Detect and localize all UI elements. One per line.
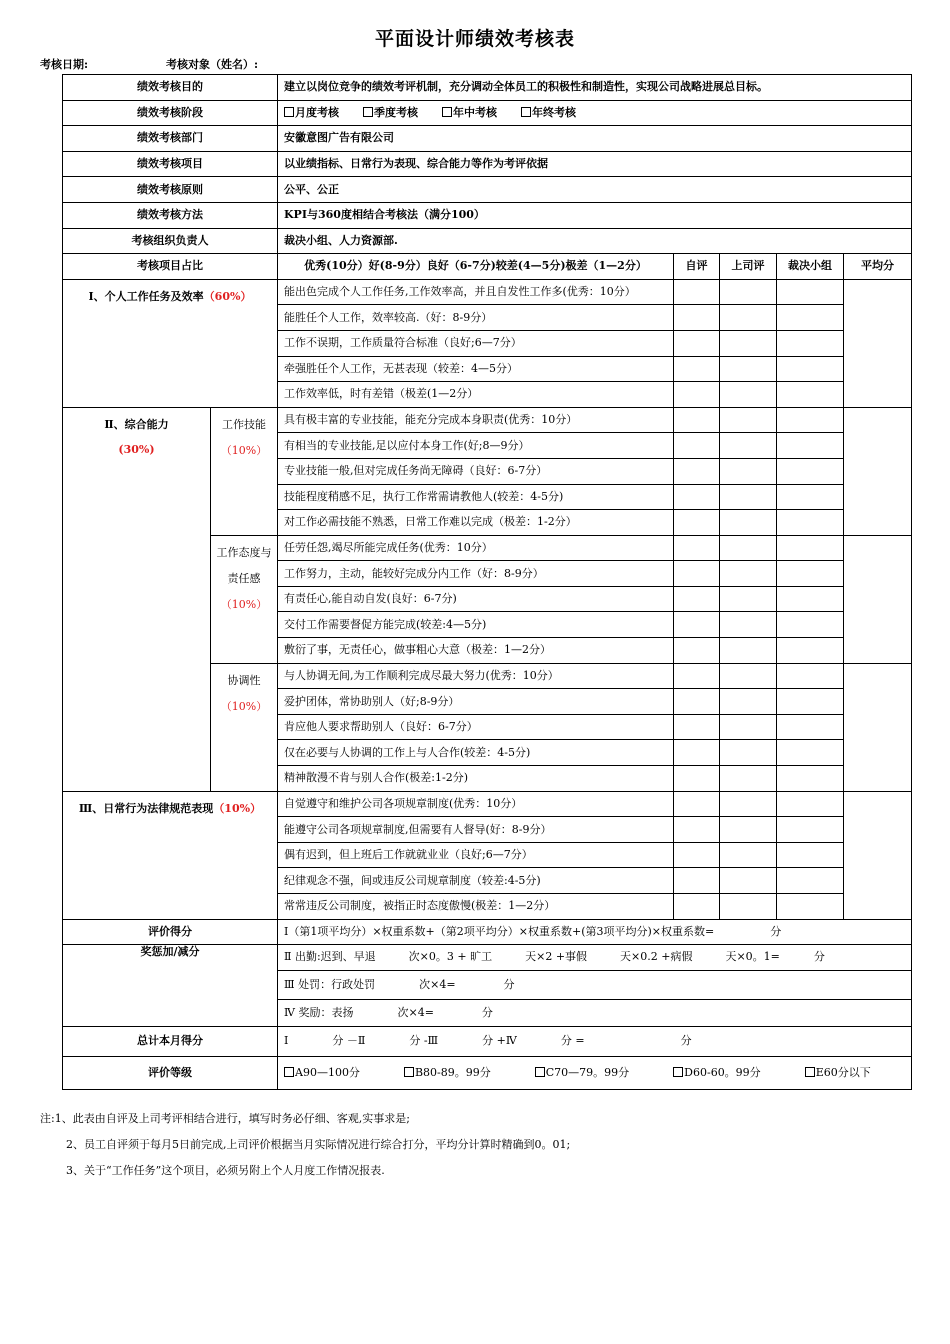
info-value: 以业绩指标、日常行为表现、综合能力等作为考评依据 bbox=[278, 151, 912, 177]
checkbox-icon[interactable] bbox=[535, 1067, 545, 1077]
criterion-text: 能胜任个人工作，效率较高.（好：8-9分） bbox=[278, 305, 674, 331]
boss-score-cell[interactable] bbox=[720, 868, 777, 894]
appraisal-table bbox=[62, 74, 912, 1090]
self-score-cell[interactable] bbox=[674, 638, 720, 664]
criterion-text: 能出色完成个人工作任务,工作效率高，并且自发性工作多(优秀：10分） bbox=[278, 279, 674, 305]
self-score-cell[interactable] bbox=[674, 791, 720, 817]
checkbox-icon[interactable] bbox=[521, 107, 531, 117]
boss-score-cell[interactable] bbox=[720, 638, 777, 664]
criterion-text: 仅在必要与人协调的工作上与人合作(较差：4-5分) bbox=[278, 740, 674, 766]
section-title: Ⅰ、个人工作任务及效率 bbox=[88, 289, 204, 303]
subsection-label bbox=[211, 535, 278, 663]
checkbox-icon[interactable] bbox=[363, 107, 373, 117]
self-score-cell[interactable] bbox=[674, 663, 720, 689]
total-score-formula bbox=[278, 1026, 912, 1056]
boss-score-cell[interactable] bbox=[720, 612, 777, 638]
self-score-cell[interactable] bbox=[674, 740, 720, 766]
criterion-text: 技能程度稍感不足，执行工作常需请教他人(较差：4-5分) bbox=[278, 484, 674, 510]
table-row bbox=[63, 1026, 912, 1056]
criterion-text: 具有极丰富的专业技能，能充分完成本身职责(优秀：10分） bbox=[278, 407, 674, 433]
table-row bbox=[63, 254, 912, 280]
criterion-text: 能遵守公司各项规章制度,但需要有人督导(好：8-9分） bbox=[278, 817, 674, 843]
self-score-cell[interactable] bbox=[674, 689, 720, 715]
self-score-cell[interactable] bbox=[674, 868, 720, 894]
panel-score-cell[interactable] bbox=[777, 458, 844, 484]
formula-text: Ⅲ 处罚：行政处罚 次×4= bbox=[284, 977, 456, 991]
table-row bbox=[63, 228, 912, 254]
self-score-cell[interactable] bbox=[674, 561, 720, 587]
boss-score-cell[interactable] bbox=[720, 535, 777, 561]
info-value bbox=[278, 100, 912, 126]
boss-score-cell[interactable] bbox=[720, 561, 777, 587]
panel-score-cell[interactable] bbox=[777, 714, 844, 740]
self-score-cell[interactable] bbox=[674, 407, 720, 433]
criterion-text: 专业技能一般,但对完成任务尚无障碍（良好：6-7分） bbox=[278, 458, 674, 484]
boss-score-cell[interactable] bbox=[720, 689, 777, 715]
self-score-cell[interactable] bbox=[674, 586, 720, 612]
panel-score-cell[interactable] bbox=[777, 561, 844, 587]
unit-label: 分 bbox=[813, 950, 825, 964]
criterion-text: 工作努力，主动，能较好完成分内工作（好：8-9分） bbox=[278, 561, 674, 587]
panel-score-cell[interactable] bbox=[777, 330, 844, 356]
boss-score-cell[interactable] bbox=[720, 407, 777, 433]
unit-label: 分 bbox=[503, 977, 515, 991]
adjustment-formula bbox=[278, 970, 912, 999]
grade-option-label: A90—100分 bbox=[295, 1065, 360, 1079]
self-score-cell[interactable] bbox=[674, 382, 720, 408]
boss-score-cell[interactable] bbox=[720, 330, 777, 356]
self-score-cell[interactable] bbox=[674, 433, 720, 459]
review-target-label: 考核对象（姓名）: bbox=[166, 58, 259, 71]
subsection-label bbox=[211, 663, 278, 791]
table-row bbox=[63, 75, 912, 101]
panel-score-cell[interactable] bbox=[777, 868, 844, 894]
grade-option-label: B80-89。99分 bbox=[414, 1065, 491, 1079]
table-row bbox=[63, 202, 912, 228]
subsection-label bbox=[211, 407, 278, 535]
adjustment-formula bbox=[278, 999, 912, 1026]
criterion-text: 纪律观念不强，间或违反公司规章制度（较差:4-5分) bbox=[278, 868, 674, 894]
adjustment-formula bbox=[278, 945, 912, 971]
info-value: KPI与360度相结合考核法（满分100） bbox=[278, 202, 912, 228]
boss-score-cell[interactable] bbox=[720, 305, 777, 331]
boss-score-cell[interactable] bbox=[720, 714, 777, 740]
subsection-title: 工作态度与责任感 bbox=[216, 545, 272, 585]
boss-score-cell[interactable] bbox=[720, 433, 777, 459]
panel-score-cell[interactable] bbox=[777, 279, 844, 305]
criterion-text: 交付工作需要督促方能完成(较差:4—5分) bbox=[278, 612, 674, 638]
panel-score-cell[interactable] bbox=[777, 382, 844, 408]
criterion-text: 爱护团体，常协助别人（好;8-9分） bbox=[278, 689, 674, 715]
checkbox-icon[interactable] bbox=[805, 1067, 815, 1077]
boss-score-cell[interactable] bbox=[720, 842, 777, 868]
self-score-cell[interactable] bbox=[674, 817, 720, 843]
boss-score-cell[interactable] bbox=[720, 586, 777, 612]
section-title: Ⅱ、综合能力 bbox=[104, 417, 169, 431]
info-label: 绩效考核项目 bbox=[63, 151, 278, 177]
table-row bbox=[63, 1056, 912, 1089]
self-score-cell[interactable] bbox=[674, 484, 720, 510]
info-label: 绩效考核部门 bbox=[63, 126, 278, 152]
average-score-cell[interactable] bbox=[844, 535, 912, 663]
info-value: 公平、公正 bbox=[278, 177, 912, 203]
eval-score-label: 评价得分 bbox=[63, 919, 278, 945]
col-header-scale: 优秀(10分）好(8-9分）良好（6-7分)较差(4—5分)极差（1—2分） bbox=[278, 254, 674, 280]
table-row bbox=[63, 279, 912, 305]
checkbox-icon[interactable] bbox=[404, 1067, 414, 1077]
panel-score-cell[interactable] bbox=[777, 689, 844, 715]
criterion-text: 有责任心,能自动自发(良好：6-7分) bbox=[278, 586, 674, 612]
note-item: 3、关于“工作任务”这个项目，必须另附上个人月度工作情况报表. bbox=[66, 1164, 385, 1177]
criterion-text: 自觉遵守和维护公司各项规章制度(优秀：10分） bbox=[278, 791, 674, 817]
stage-option-label: 月度考核 bbox=[295, 105, 339, 119]
table-row bbox=[63, 126, 912, 152]
stage-option-label: 年中考核 bbox=[453, 105, 497, 119]
panel-score-cell[interactable] bbox=[777, 817, 844, 843]
section-weight: (30%) bbox=[118, 442, 155, 456]
panel-score-cell[interactable] bbox=[777, 510, 844, 536]
section-weight: （10%） bbox=[213, 801, 262, 815]
info-label: 绩效考核目的 bbox=[63, 75, 278, 101]
info-label: 绩效考核原则 bbox=[63, 177, 278, 203]
self-score-cell[interactable] bbox=[674, 842, 720, 868]
self-score-cell[interactable] bbox=[674, 714, 720, 740]
note-item: 2、员工自评须于每月5日前完成,上司评价根据当月实际情况进行综合打分，平均分计算时精确到0。01; bbox=[66, 1138, 571, 1151]
col-header-boss: 上司评 bbox=[720, 254, 777, 280]
table-row bbox=[63, 945, 912, 971]
criterion-text: 敷衍了事，无责任心，做事粗心大意（极差：1—2分） bbox=[278, 638, 674, 664]
col-header-avg: 平均分 bbox=[844, 254, 912, 280]
section-label bbox=[63, 791, 278, 919]
section-label bbox=[63, 279, 278, 407]
grade-options bbox=[278, 1056, 912, 1089]
info-label: 绩效考核方法 bbox=[63, 202, 278, 228]
info-value: 安徽意图广告有限公司 bbox=[278, 126, 912, 152]
stage-option-label: 年终考核 bbox=[532, 105, 576, 119]
panel-score-cell[interactable] bbox=[777, 638, 844, 664]
panel-score-cell[interactable] bbox=[777, 791, 844, 817]
table-row bbox=[63, 177, 912, 203]
note-item: 注:1、此表由自评及上司考评相结合进行，填写时务必仔细、客观,实事求是; bbox=[40, 1112, 410, 1125]
grade-option-label: D60-60。99分 bbox=[684, 1065, 761, 1079]
subsection-title: 工作技能 bbox=[222, 417, 266, 431]
boss-score-cell[interactable] bbox=[720, 484, 777, 510]
checkbox-icon[interactable] bbox=[673, 1067, 683, 1077]
boss-score-cell[interactable] bbox=[720, 663, 777, 689]
self-score-cell[interactable] bbox=[674, 305, 720, 331]
panel-score-cell[interactable] bbox=[777, 305, 844, 331]
review-date-label: 考核日期: bbox=[40, 58, 89, 71]
average-score-cell[interactable] bbox=[844, 663, 912, 791]
table-row bbox=[63, 407, 912, 433]
criterion-text: 牵强胜任个人工作，无甚表现（较差：4—5分） bbox=[278, 356, 674, 382]
self-score-cell[interactable] bbox=[674, 279, 720, 305]
self-score-cell[interactable] bbox=[674, 535, 720, 561]
self-score-cell[interactable] bbox=[674, 894, 720, 920]
criterion-text: 肯应他人要求帮助别人（良好：6-7分） bbox=[278, 714, 674, 740]
subsection-weight: （10%） bbox=[220, 443, 268, 457]
info-value: 裁决小组、人力资源部. bbox=[278, 228, 912, 254]
boss-score-cell[interactable] bbox=[720, 356, 777, 382]
panel-score-cell[interactable] bbox=[777, 766, 844, 792]
self-score-cell[interactable] bbox=[674, 458, 720, 484]
panel-score-cell[interactable] bbox=[777, 407, 844, 433]
unit-label: 分 bbox=[680, 1034, 692, 1048]
boss-score-cell[interactable] bbox=[720, 817, 777, 843]
grade-option-label: C70—79。99分 bbox=[545, 1065, 630, 1079]
table-row bbox=[63, 919, 912, 945]
self-score-cell[interactable] bbox=[674, 612, 720, 638]
self-score-cell[interactable] bbox=[674, 356, 720, 382]
formula-text: Ⅳ 奖励：表扬 次×4= bbox=[284, 1005, 434, 1019]
stage-option-label: 季度考核 bbox=[374, 105, 418, 119]
grade-label: 评价等级 bbox=[63, 1056, 278, 1089]
criterion-text: 与人协调无间,为工作顺利完成尽最大努力(优秀：10分） bbox=[278, 663, 674, 689]
formula-text: Ⅰ 分 －Ⅱ 分 -Ⅲ 分 +Ⅳ 分 = bbox=[284, 1034, 585, 1048]
boss-score-cell[interactable] bbox=[720, 766, 777, 792]
boss-score-cell[interactable] bbox=[720, 382, 777, 408]
criterion-text: 常常违反公司制度，被指正时态度傲慢(极差：1—2分） bbox=[278, 894, 674, 920]
grade-option-label: E60分以下 bbox=[815, 1065, 871, 1079]
subsection-title: 协调性 bbox=[227, 673, 261, 687]
average-score-cell[interactable] bbox=[844, 407, 912, 535]
unit-label: 分 bbox=[770, 924, 782, 938]
criterion-text: 任劳任怨,竭尽所能完成任务(优秀：10分） bbox=[278, 535, 674, 561]
boss-score-cell[interactable] bbox=[720, 894, 777, 920]
col-header-item: 考核项目占比 bbox=[63, 254, 278, 280]
panel-score-cell[interactable] bbox=[777, 356, 844, 382]
boss-score-cell[interactable] bbox=[720, 740, 777, 766]
criterion-text: 对工作必需技能不熟悉，日常工作难以完成（极差：1-2分） bbox=[278, 510, 674, 536]
unit-label: 分 bbox=[481, 1005, 493, 1019]
info-label: 考核组织负责人 bbox=[63, 228, 278, 254]
formula-text: Ⅰ（第1项平均分）×权重系数+（第2项平均分）×权重系数+(第3项平均分)×权重系数= bbox=[284, 924, 715, 938]
col-header-self: 自评 bbox=[674, 254, 720, 280]
average-score-cell[interactable] bbox=[844, 791, 912, 919]
boss-score-cell[interactable] bbox=[720, 510, 777, 536]
average-score-cell[interactable] bbox=[844, 279, 912, 407]
boss-score-cell[interactable] bbox=[720, 458, 777, 484]
criterion-text: 有相当的专业技能,足以应付本身工作(好;8—9分） bbox=[278, 433, 674, 459]
checkbox-icon[interactable] bbox=[442, 107, 452, 117]
page-title: 平面设计师绩效考核表 bbox=[374, 28, 575, 50]
self-score-cell[interactable] bbox=[674, 510, 720, 536]
total-score-label: 总计本月得分 bbox=[63, 1026, 278, 1056]
info-label: 绩效考核阶段 bbox=[63, 100, 278, 126]
boss-score-cell[interactable] bbox=[720, 279, 777, 305]
checkbox-icon[interactable] bbox=[284, 1067, 294, 1077]
panel-score-cell[interactable] bbox=[777, 842, 844, 868]
criterion-text: 精神散漫不肯与别人合作(极差:1-2分) bbox=[278, 766, 674, 792]
panel-score-cell[interactable] bbox=[777, 586, 844, 612]
subsection-weight: （10%） bbox=[220, 597, 268, 611]
formula-text: Ⅱ 出勤:迟到、早退 次×0。3 + 旷工 天×2 +事假 天×0.2 +病假 天×0。1= bbox=[284, 950, 780, 964]
panel-score-cell[interactable] bbox=[777, 740, 844, 766]
panel-score-cell[interactable] bbox=[777, 663, 844, 689]
section-label bbox=[63, 407, 211, 791]
panel-score-cell[interactable] bbox=[777, 484, 844, 510]
boss-score-cell[interactable] bbox=[720, 791, 777, 817]
notes bbox=[40, 1106, 570, 1184]
panel-score-cell[interactable] bbox=[777, 612, 844, 638]
checkbox-icon[interactable] bbox=[284, 107, 294, 117]
subsection-weight: （10%） bbox=[220, 699, 268, 713]
criterion-text: 工作效率低，时有差错（极差(1—2分） bbox=[278, 382, 674, 408]
criterion-text: 工作不误期，工作质量符合标准（良好;6—7分） bbox=[278, 330, 674, 356]
self-score-cell[interactable] bbox=[674, 330, 720, 356]
eval-score-formula bbox=[278, 919, 912, 945]
info-value: 建立以岗位竞争的绩效考评机制，充分调动全体员工的积极性和制造性，实现公司战略进展总目标。 bbox=[278, 75, 912, 101]
table-row bbox=[63, 791, 912, 817]
self-score-cell[interactable] bbox=[674, 766, 720, 792]
panel-score-cell[interactable] bbox=[777, 535, 844, 561]
panel-score-cell[interactable] bbox=[777, 894, 844, 920]
section-weight: （60%） bbox=[203, 289, 252, 303]
table-row bbox=[63, 151, 912, 177]
col-header-panel: 裁决小组 bbox=[777, 254, 844, 280]
table-row bbox=[63, 100, 912, 126]
criterion-text: 偶有迟到，但上班后工作就就业业（良好;6—7分） bbox=[278, 842, 674, 868]
panel-score-cell[interactable] bbox=[777, 433, 844, 459]
section-title: Ⅲ、日常行为法律规范表现 bbox=[78, 801, 214, 815]
adjustment-label: 奖惩加/减分 bbox=[63, 945, 278, 1027]
